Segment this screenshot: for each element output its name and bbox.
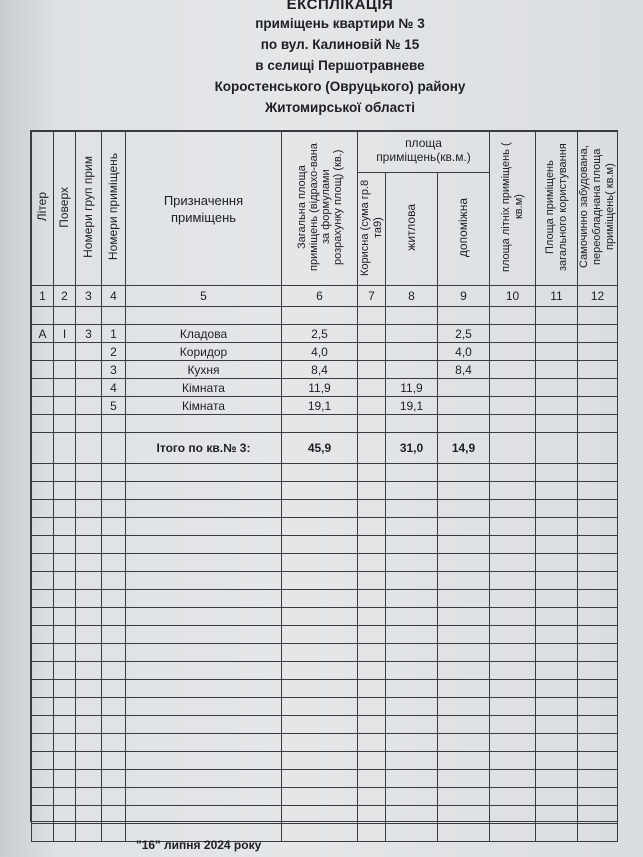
table-row	[32, 397, 618, 415]
explication-table	[31, 131, 618, 842]
col-header-area-group: площа приміщень(кв.м.)	[358, 132, 490, 173]
header-line-3: в селищі Першотравневе	[255, 58, 425, 73]
cell-living	[386, 325, 438, 343]
table-row	[32, 482, 618, 500]
table-row	[32, 788, 618, 806]
col-number: 1	[32, 286, 54, 307]
table-row	[32, 752, 618, 770]
cell-floor	[54, 361, 76, 379]
table-row	[32, 500, 618, 518]
table-row	[32, 361, 618, 379]
col-header-floor: Поверх	[54, 132, 76, 286]
cell-group	[76, 343, 102, 361]
table-row	[32, 662, 618, 680]
table-row	[32, 716, 618, 734]
table-row	[32, 518, 618, 536]
col-number: 6	[282, 286, 358, 307]
total-label: Ітого по кв.№ 3:	[126, 433, 282, 464]
document-title: ЕКСПЛІКАЦІЯ	[286, 0, 394, 13]
col-header-group: Номери груп прим	[76, 132, 102, 286]
total-auxiliary: 14,9	[438, 433, 490, 464]
cell-total-area: 11,9	[282, 379, 358, 397]
table-row	[32, 415, 618, 433]
cell-auxiliary	[438, 379, 490, 397]
header-line-1: приміщень квартири № 3	[255, 16, 425, 31]
table-row	[32, 554, 618, 572]
table-row	[32, 608, 618, 626]
cell-purpose: Коридор	[126, 343, 282, 361]
cell-total-area: 8,4	[282, 361, 358, 379]
cell-room-number: 4	[102, 379, 126, 397]
col-header-purpose: Призначення приміщень	[126, 132, 282, 286]
cell-useful	[358, 343, 386, 361]
document-header	[150, 0, 530, 118]
cell-room-number: 1	[102, 325, 126, 343]
table-row	[32, 536, 618, 554]
header-line-5: Житомирської області	[265, 100, 415, 115]
table-row	[32, 379, 618, 397]
cell-auxiliary: 4,0	[438, 343, 490, 361]
table-row	[32, 734, 618, 752]
cell-group	[76, 379, 102, 397]
cell-liter: А	[32, 325, 54, 343]
col-number: 5	[126, 286, 282, 307]
col-number: 12	[578, 286, 618, 307]
cell-liter	[32, 379, 54, 397]
table-row	[32, 572, 618, 590]
table-row	[32, 644, 618, 662]
table-row	[32, 325, 618, 343]
col-number: 11	[536, 286, 578, 307]
cell-auxiliary: 2,5	[438, 325, 490, 343]
cell-useful	[358, 397, 386, 415]
cell-purpose: Кімната	[126, 379, 282, 397]
cell-total-area: 2,5	[282, 325, 358, 343]
cell-group	[76, 361, 102, 379]
col-number: 8	[386, 286, 438, 307]
cell-useful	[358, 361, 386, 379]
cell-living	[386, 361, 438, 379]
col-number: 2	[54, 286, 76, 307]
table-row	[32, 680, 618, 698]
col-header-auxiliary: допоміжна	[438, 173, 490, 286]
cell-auxiliary	[438, 397, 490, 415]
table-row	[32, 590, 618, 608]
cell-group: 3	[76, 325, 102, 343]
col-header-total-area: Загальна площа приміщень (відрахо-вана за формулами розрахунку площ) (кв.)	[282, 132, 358, 286]
cell-auxiliary: 8,4	[438, 361, 490, 379]
table-row	[32, 343, 618, 361]
col-number: 3	[76, 286, 102, 307]
col-header-living: житлова	[386, 173, 438, 286]
col-header-room-number: Номери приміщень	[102, 132, 126, 286]
col-header-common: Площа приміщень загального користування	[536, 132, 578, 286]
header-line-4: Коростенського (Овруцького) району	[214, 79, 466, 94]
cell-room-number: 5	[102, 397, 126, 415]
cell-floor	[54, 397, 76, 415]
cell-floor	[54, 343, 76, 361]
cell-useful	[358, 325, 386, 343]
total-living: 31,0	[386, 433, 438, 464]
document-date: "16" липня 2024 року	[136, 838, 262, 852]
cell-liter	[32, 361, 54, 379]
col-number: 4	[102, 286, 126, 307]
header-row	[32, 132, 618, 173]
col-header-liter: Літер	[32, 132, 54, 286]
cell-liter	[32, 397, 54, 415]
col-header-unauthorized: Самочинно забудована, переобладнана площа приміщень( кв.м)	[578, 132, 618, 286]
explication-table-frame	[30, 130, 618, 822]
total-row	[32, 433, 618, 464]
table-row	[32, 626, 618, 644]
cell-total-area: 19,1	[282, 397, 358, 415]
cell-purpose: Кухня	[126, 361, 282, 379]
col-number: 9	[438, 286, 490, 307]
cell-floor	[54, 379, 76, 397]
cell-floor: I	[54, 325, 76, 343]
cell-liter	[32, 343, 54, 361]
total-area: 45,9	[282, 433, 358, 464]
cell-total-area: 4,0	[282, 343, 358, 361]
cell-purpose: Кладова	[126, 325, 282, 343]
cell-group	[76, 397, 102, 415]
cell-room-number: 2	[102, 343, 126, 361]
column-number-row	[32, 286, 618, 307]
table-row	[32, 698, 618, 716]
cell-purpose: Кімната	[126, 397, 282, 415]
table-row	[32, 464, 618, 482]
col-number: 7	[358, 286, 386, 307]
table-row	[32, 770, 618, 788]
table-row	[32, 806, 618, 824]
cell-living	[386, 343, 438, 361]
cell-living: 11,9	[386, 379, 438, 397]
col-header-summer: площа літніх приміщень ( кв.м)	[490, 132, 536, 286]
table-row	[32, 307, 618, 325]
cell-living: 19,1	[386, 397, 438, 415]
cell-useful	[358, 379, 386, 397]
table-row	[32, 824, 618, 842]
header-line-2: по вул. Калиновій № 15	[260, 37, 420, 52]
col-number: 10	[490, 286, 536, 307]
cell-room-number: 3	[102, 361, 126, 379]
col-header-useful: Корисна (сума гр.8 та9)	[358, 173, 386, 286]
